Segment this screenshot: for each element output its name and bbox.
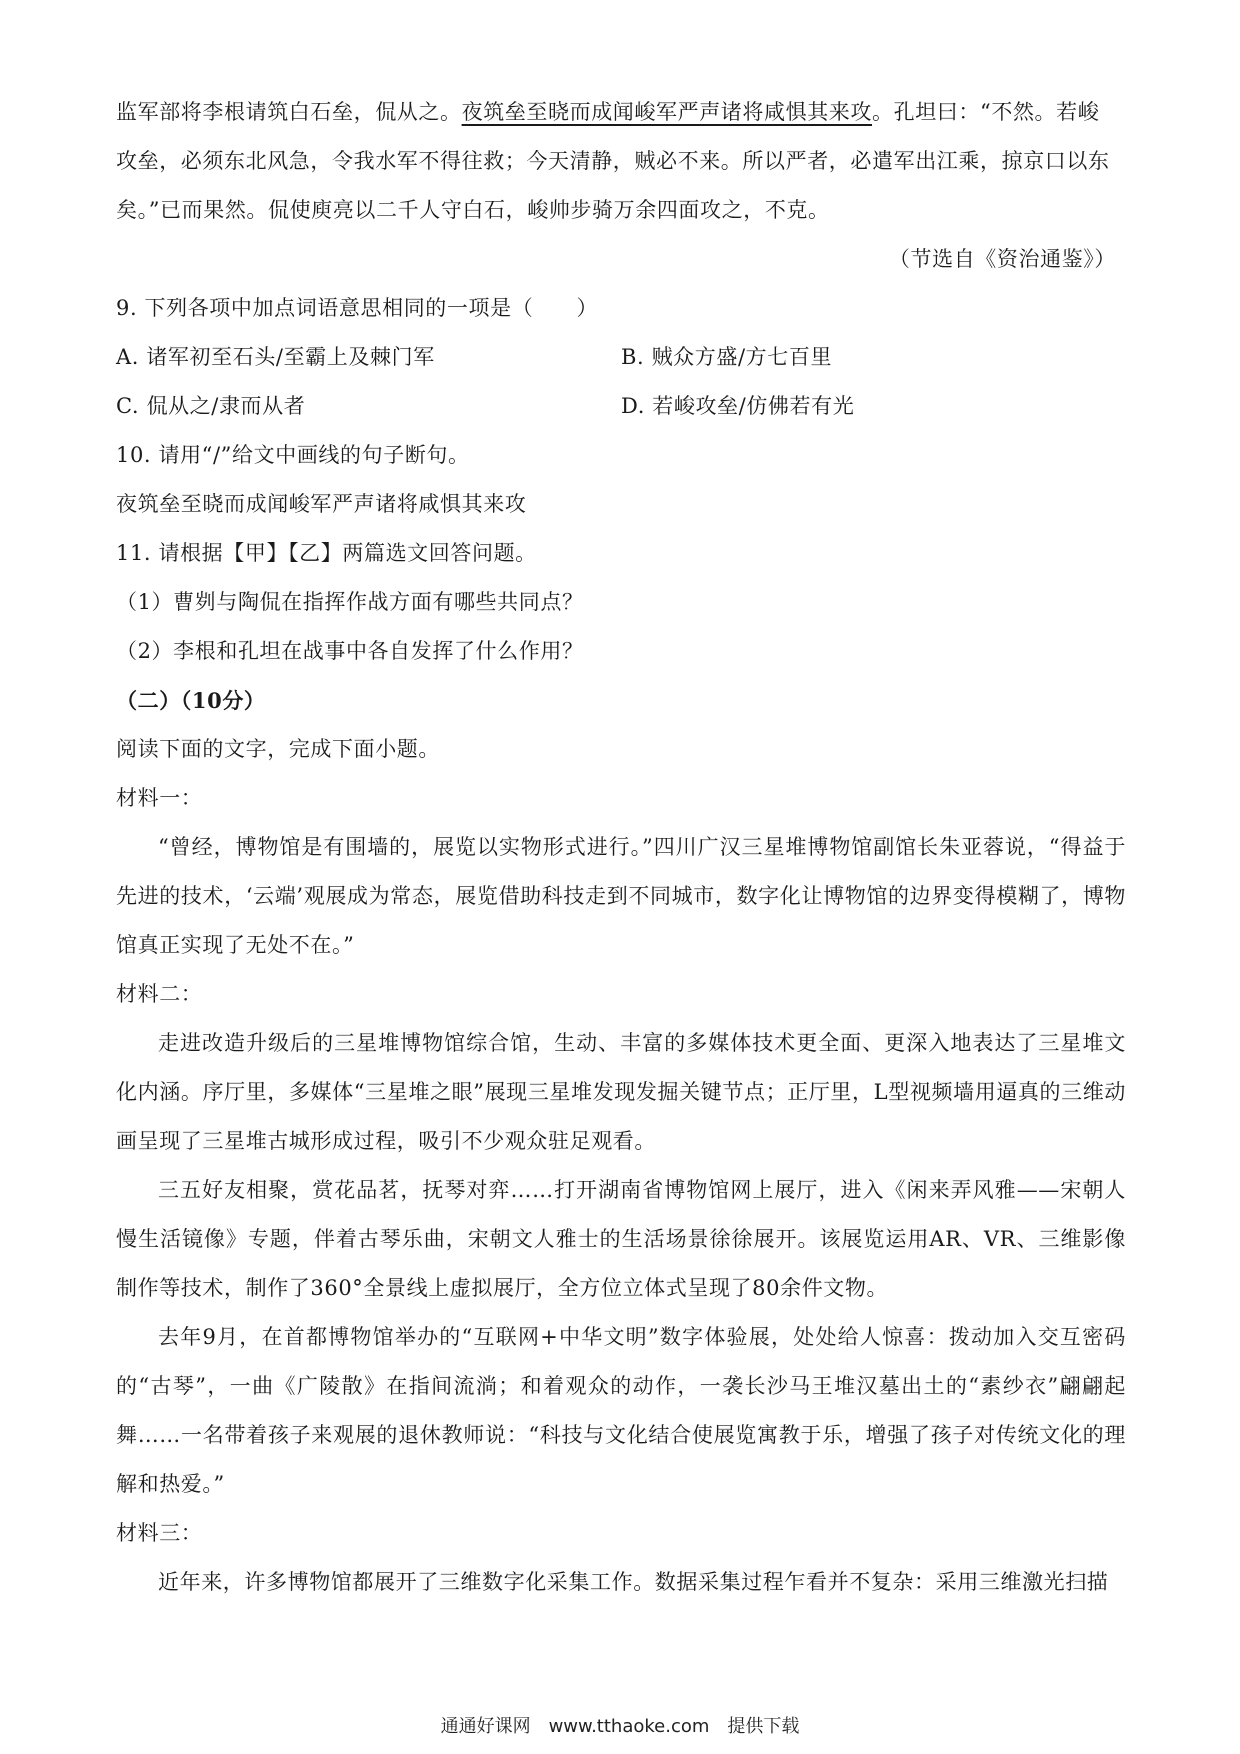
section-heading: （二）（10分）	[116, 688, 266, 713]
question-9-stem: 9. 下列各项中加点词语意思相同的一项是（ ）	[116, 296, 599, 320]
question-11-stem: 11. 请根据【甲】【乙】两篇选文回答问题。	[116, 541, 537, 565]
option-d: D. 若峻攻垒/仿佛若有光	[621, 394, 855, 418]
material-2-paragraph-2: 三五好友相聚，赏花品茗，抚琴对弈……打开湖南省博物馆网上展厅，进入《闲来弄风雅——宋朝人慢生活镜像》专题，伴着古琴乐曲，宋朝文人雅士的生活场景徐徐展开。该展览运用AR、VR、三维影像制作等技术，制作了360°全景线上虚拟展厅，全方位立体式呈现了80余件文物。	[116, 1178, 1126, 1300]
question-10-sentence: 夜筑垒至晓而成闻峻军严声诸将咸惧其来攻	[116, 492, 527, 516]
question-11-sub-1: （1）曹刿与陶侃在指挥作战方面有哪些共同点？	[116, 590, 584, 614]
underlined-sentence: 夜筑垒至晓而成闻峻军严声诸将咸惧其来攻	[461, 100, 873, 124]
option-c: C. 侃从之/隶而从者	[116, 394, 306, 418]
passage-text: 监军部将李根请筑白石垒，侃从之。	[116, 100, 462, 124]
exam-page	[116, 88, 1126, 1607]
question-9-options-row-2	[116, 382, 1126, 431]
question-11-sub-2: （2）李根和孔坦在战事中各自发挥了什么作用？	[116, 639, 584, 663]
passage-source: （节选自《资治通鉴》）	[888, 247, 1116, 271]
option-a: A. 诸军初至石头/至霸上及棘门军	[116, 345, 435, 369]
option-b: B. 贼众方盛/方七百里	[621, 345, 833, 369]
question-9-options-row-1	[116, 333, 1126, 382]
material-2-paragraph-3: 去年9月，在首都博物馆举办的“互联网+中华文明”数字体验展，处处给人惊喜：拨动加入交互密码的“古琴”，一曲《广陵散》在指间流淌；和着观众的动作，一袭长沙马王堆汉墓出土的“素纱衣”翩翩起舞……一名带着孩子来观展的退休教师说：“科技与文化结合使展览寓教于乐，增强了孩子对传统文化的理解和热爱。”	[116, 1325, 1126, 1496]
material-3-label: 材料三：	[116, 1521, 203, 1545]
passage-line-1	[116, 88, 1126, 137]
question-10-stem: 10. 请用“/”给文中画线的句子断句。	[116, 443, 470, 467]
section-instruction: 阅读下面的文字，完成下面小题。	[116, 737, 440, 761]
material-1-paragraph: “曾经，博物馆是有围墙的，展览以实物形式进行。”四川广汉三星堆博物馆副馆长朱亚蓉说，“得益于先进的技术，‘云端’观展成为常态，展览借助科技走到不同城市，数字化让博物馆的边界变得模糊了，博物馆真正实现了无处不在。”	[116, 835, 1126, 957]
material-2-paragraph-1: 走进改造升级后的三星堆博物馆综合馆，生动、丰富的多媒体技术更全面、更深入地表达了三星堆文化内涵。序厅里，多媒体“三星堆之眼”展现三星堆发现发掘关键节点；正厅里，L型视频墙用逼真的三维动画呈现了三星堆古城形成过程，吸引不少观众驻足观看。	[116, 1031, 1126, 1153]
material-3-paragraph: 近年来，许多博物馆都展开了三维数字化采集工作。数据采集过程乍看并不复杂：采用三维激光扫描	[158, 1570, 1109, 1594]
passage-line-3: 矣。”已而果然。侃使庾亮以二千人守白石，峻帅步骑万余四面攻之，不克。	[116, 198, 830, 222]
page-footer: 通通好课网 www.tthaoke.com 提供下载	[440, 1716, 800, 1737]
passage-text: 。孔坦曰：“不然。若峻	[872, 100, 1100, 124]
material-1-label: 材料一：	[116, 786, 203, 810]
material-2-label: 材料二：	[116, 982, 203, 1006]
passage-line-2: 攻垒，必须东北风急，令我水军不得往救；今天清静，贼必不来。所以严者，必遣军出江乘，掠京口以东	[116, 149, 1110, 173]
